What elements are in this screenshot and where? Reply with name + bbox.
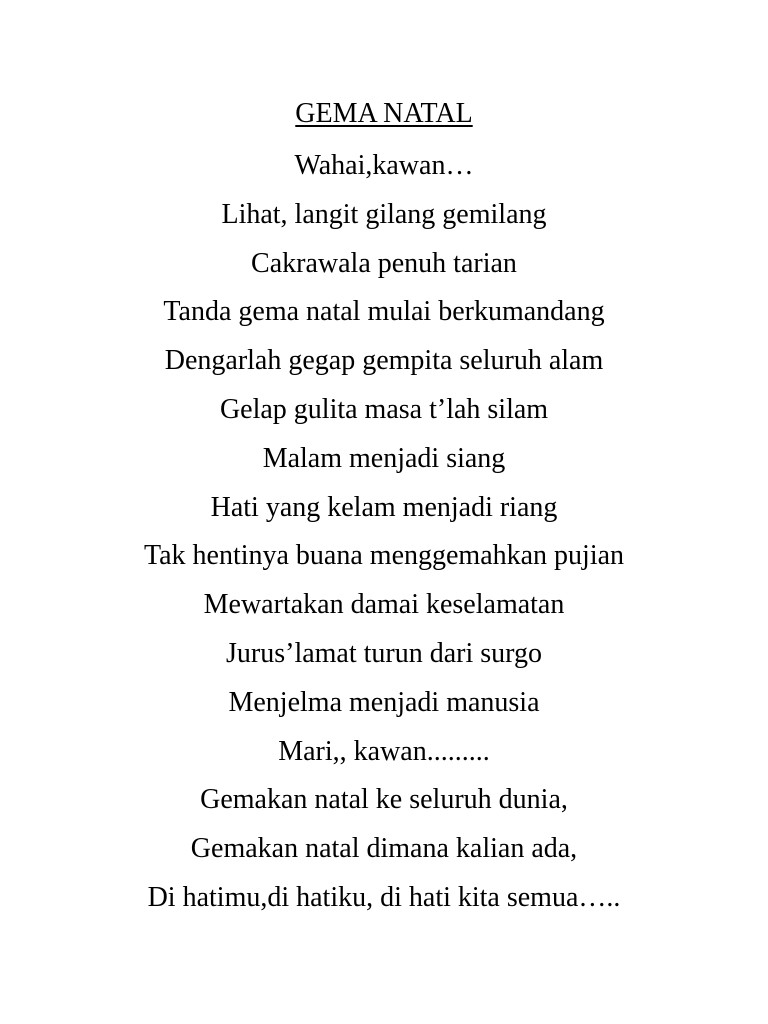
- poem-line: Cakrawala penuh tarian: [251, 247, 517, 279]
- poem-line: Lihat, langit gilang gemilang: [221, 198, 547, 230]
- poem-line: Menjelma menjadi manusia: [228, 686, 540, 718]
- poem-line: Gemakan natal ke seluruh dunia,: [200, 784, 568, 816]
- poem-title: GEMA NATAL: [295, 98, 473, 129]
- poem-line: Gelap gulita masa t’lah silam: [219, 393, 549, 425]
- poem-line: Tak hentinya buana menggemahkan pujian: [143, 540, 625, 572]
- poem: [0, 94, 768, 923]
- poem-line: Malam menjadi siang: [262, 442, 506, 474]
- poem-line: Mewartakan damai keselamatan: [203, 589, 565, 621]
- poem-line: Wahai,kawan…: [294, 150, 474, 181]
- poem-line: Tanda gema natal mulai berkumandang: [163, 296, 605, 328]
- poem-line: Hati yang kelam menjadi riang: [210, 491, 558, 523]
- poem-line: Dengarlah gegap gempita seluruh alam: [164, 345, 604, 377]
- poem-line: Mari,, kawan.........: [278, 735, 490, 767]
- poem-line: Jurus’lamat turun dari surgo: [226, 637, 542, 669]
- poem-line: Di hatimu,di hatiku, di hati kita semua…..: [147, 881, 621, 913]
- poem-line: Gemakan natal dimana kalian ada,: [190, 833, 578, 865]
